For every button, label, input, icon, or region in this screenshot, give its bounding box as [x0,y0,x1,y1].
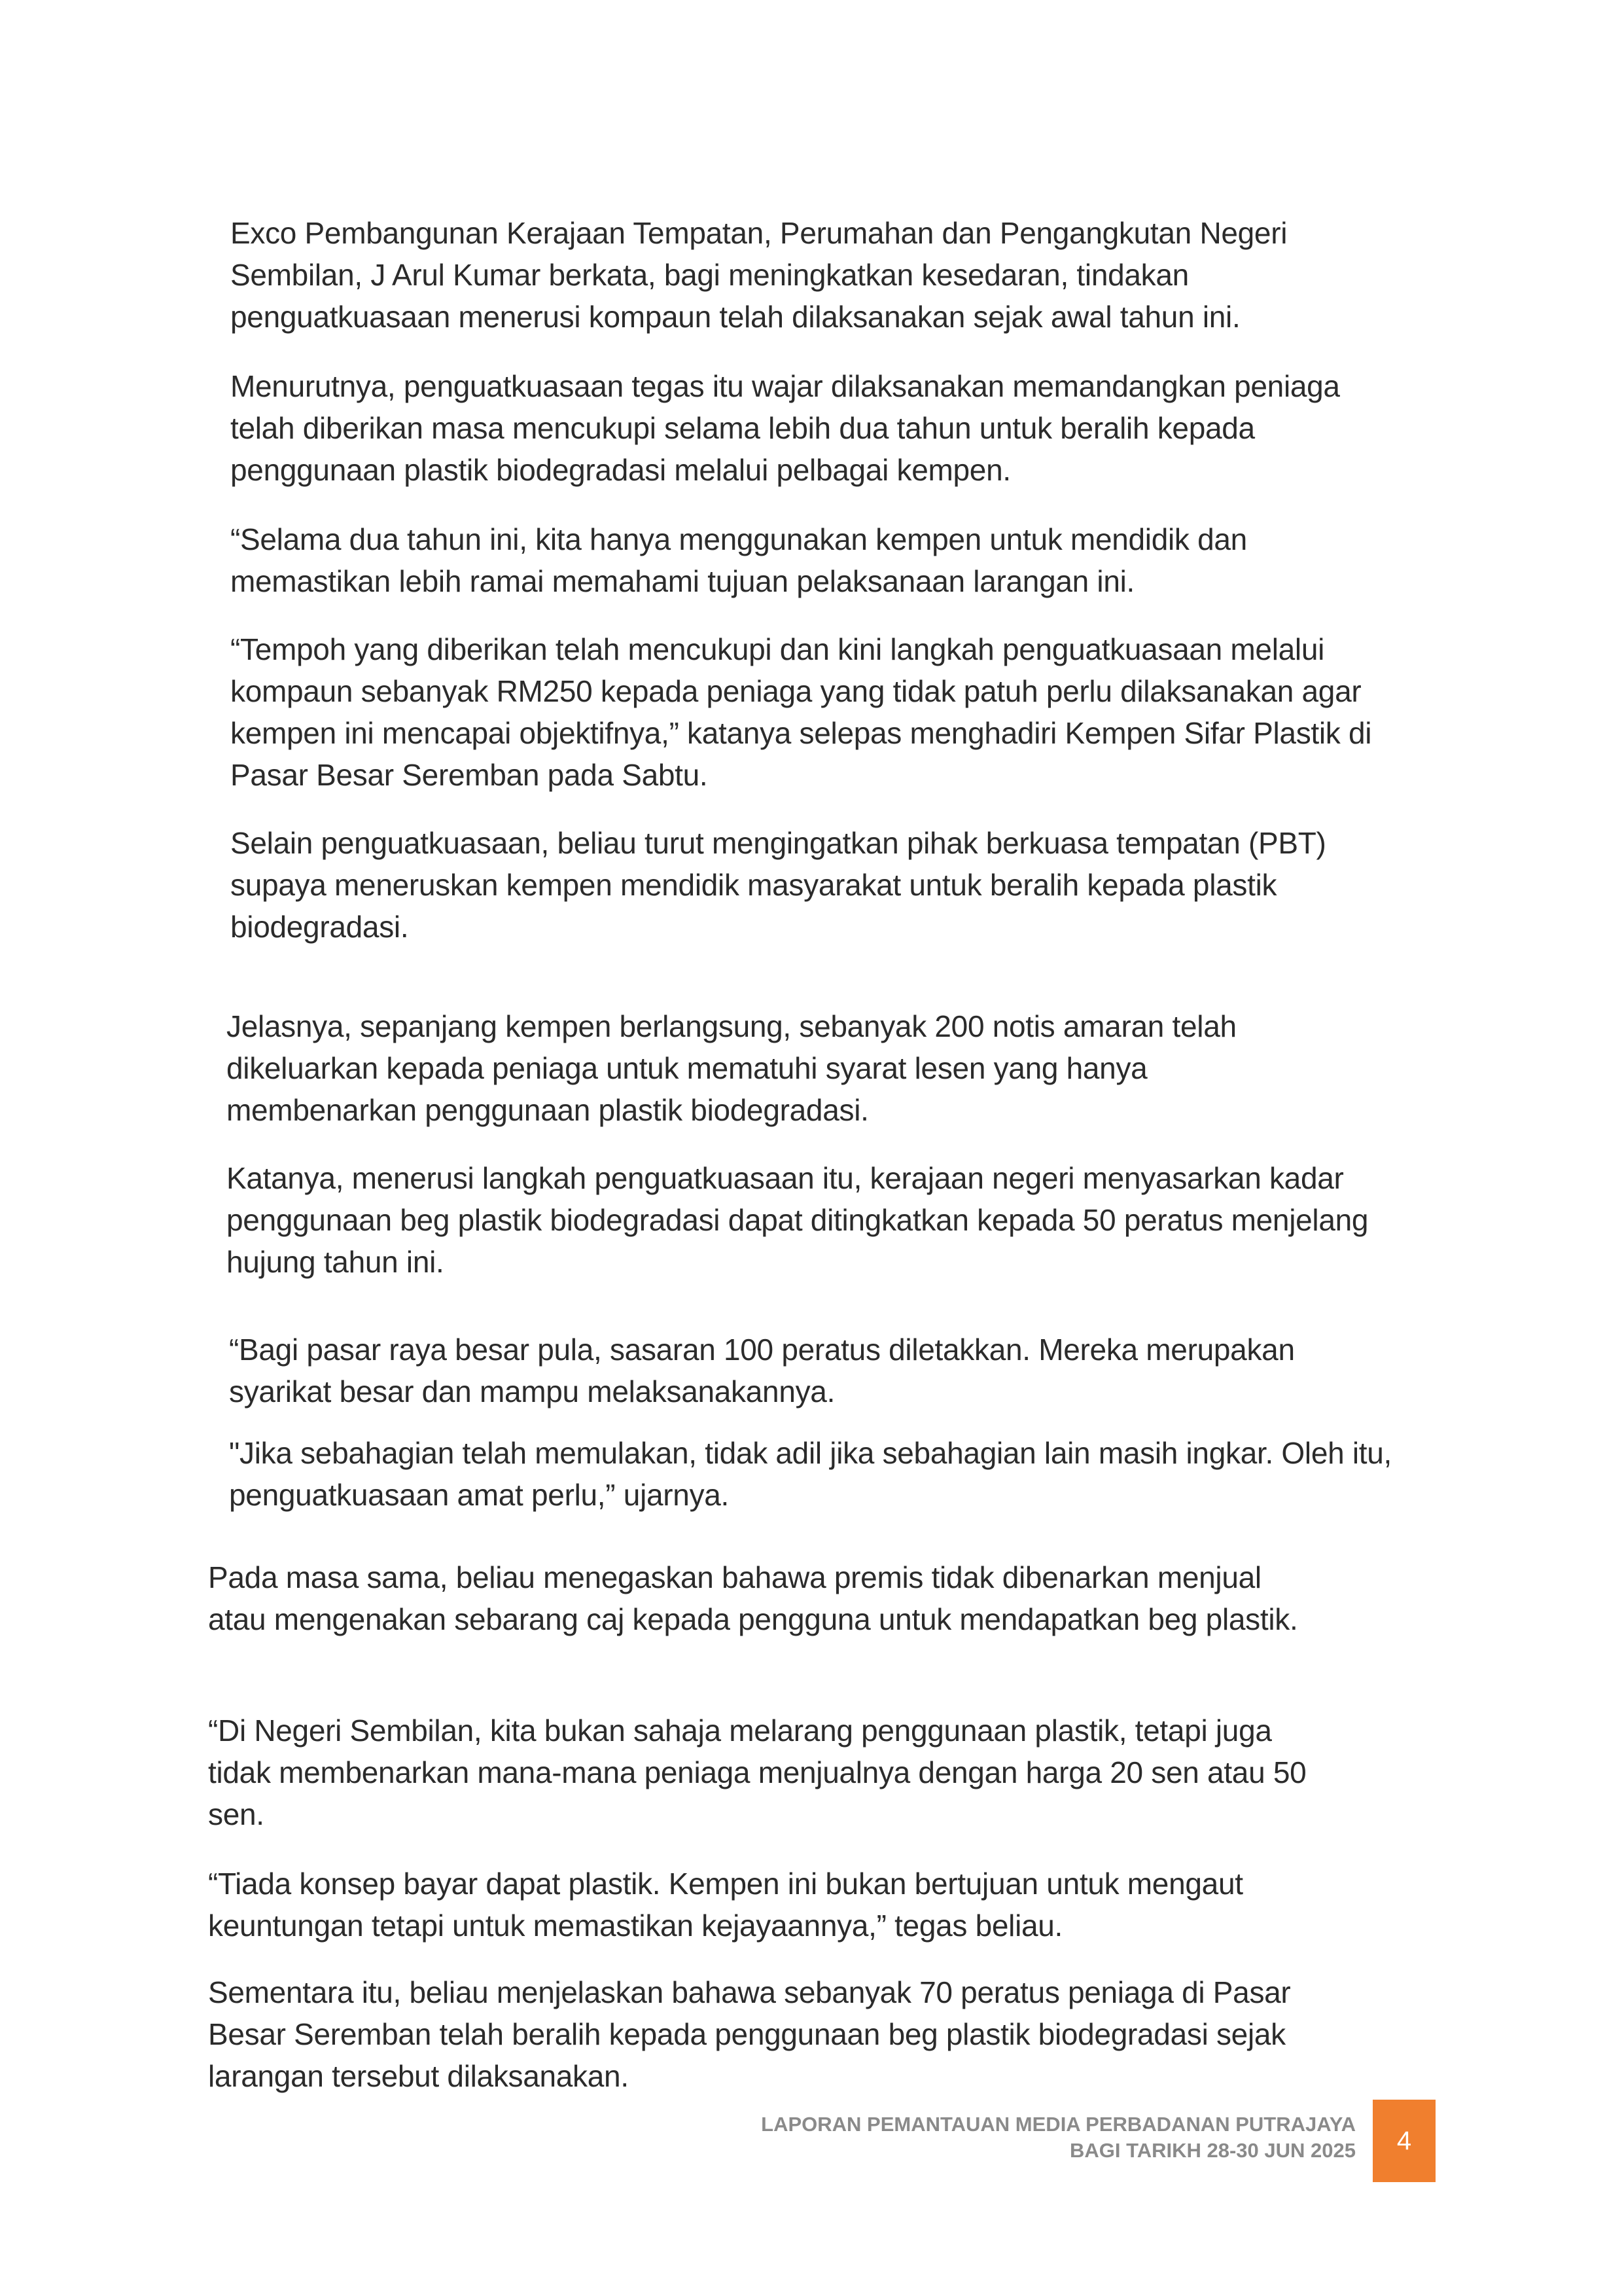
page-number-badge: 4 [1373,2100,1436,2182]
paragraph-6: Jelasnya, sepanjang kempen berlangsung, sebanyak 200 notis amaran telah dikeluarkan kepada peniaga untuk mematuhi syarat lesen yang hanya membenarkan penggunaan plastik biodegradasi. [226,1009,1237,1127]
paragraph-12: “Tiada konsep bayar dapat plastik. Kempen ini bukan bertujuan untuk mengaut keuntungan tetapi untuk memastikan kejayaannya,” tegas beliau. [208,1867,1243,1943]
paragraph-4: “Tempoh yang diberikan telah mencukupi dan kini langkah penguatkuasaan melalui kompaun sebanyak RM250 kepada peniaga yang tidak patuh perlu dilaksanakan agar kempen ini mencapai objektifnya,” katanya selepas menghadiri Kempen Sifar Plastik di Pasar Besar Seremban pada Sabtu. [230,632,1372,792]
paragraph-2: Menurutnya, penguatkuasaan tegas itu wajar dilaksanakan memandangkan peniaga telah diberikan masa mencukupi selama lebih dua tahun untuk beralih kepada penggunaan plastik biodegradasi melalui pelbagai kempen. [230,369,1340,487]
footer-report-title: LAPORAN PEMANTAUAN MEDIA PERBADANAN PUTRAJAYA [761,2113,1356,2136]
paragraph-3: “Selama dua tahun ini, kita hanya menggunakan kempen untuk mendidik dan memastikan lebih ramai memahami tujuan pelaksanaan larangan ini. [230,522,1247,598]
report-footer [761,2111,1356,2164]
footer-report-date: BAGI TARIKH 28-30 JUN 2025 [1069,2139,1356,2162]
paragraph-10: Pada masa sama, beliau menegaskan bahawa premis tidak dibenarkan menjual atau mengenakan sebarang caj kepada pengguna untuk mendapatkan beg plastik. [208,1560,1298,1636]
paragraph-11: “Di Negeri Sembilan, kita bukan sahaja melarang penggunaan plastik, tetapi juga tidak membenarkan mana-mana peniaga menjualnya dengan harga 20 sen atau 50 sen. [208,1713,1307,1831]
paragraph-8: “Bagi pasar raya besar pula, sasaran 100 peratus diletakkan. Mereka merupakan syarikat besar dan mampu melaksanakannya. [229,1333,1295,1408]
paragraph-1: Exco Pembangunan Kerajaan Tempatan, Perumahan dan Pengangkutan Negeri Sembilan, J Arul Kumar berkata, bagi meningkatkan kesedaran, tindakan penguatkuasaan menerusi kompaun telah dilaksanakan sejak awal tahun ini. [230,216,1288,334]
paragraph-5: Selain penguatkuasaan, beliau turut mengingatkan pihak berkuasa tempatan (PBT) supaya meneruskan kempen mendidik masyarakat untuk beralih kepada plastik biodegradasi. [230,826,1326,944]
paragraph-9: "Jika sebahagian telah memulakan, tidak adil jika sebahagian lain masih ingkar. Oleh itu, penguatkuasaan amat perlu,” ujarnya. [229,1436,1392,1512]
paragraph-13: Sementara itu, beliau menjelaskan bahawa sebanyak 70 peratus peniaga di Pasar Besar Seremban telah beralih kepada penggunaan beg plastik biodegradasi sejak larangan tersebut dilaksanakan. [208,1975,1291,2093]
paragraph-7: Katanya, menerusi langkah penguatkuasaan itu, kerajaan negeri menyasarkan kadar penggunaan beg plastik biodegradasi dapat ditingkatkan kepada 50 peratus menjelang hujung tahun ini. [226,1161,1369,1279]
